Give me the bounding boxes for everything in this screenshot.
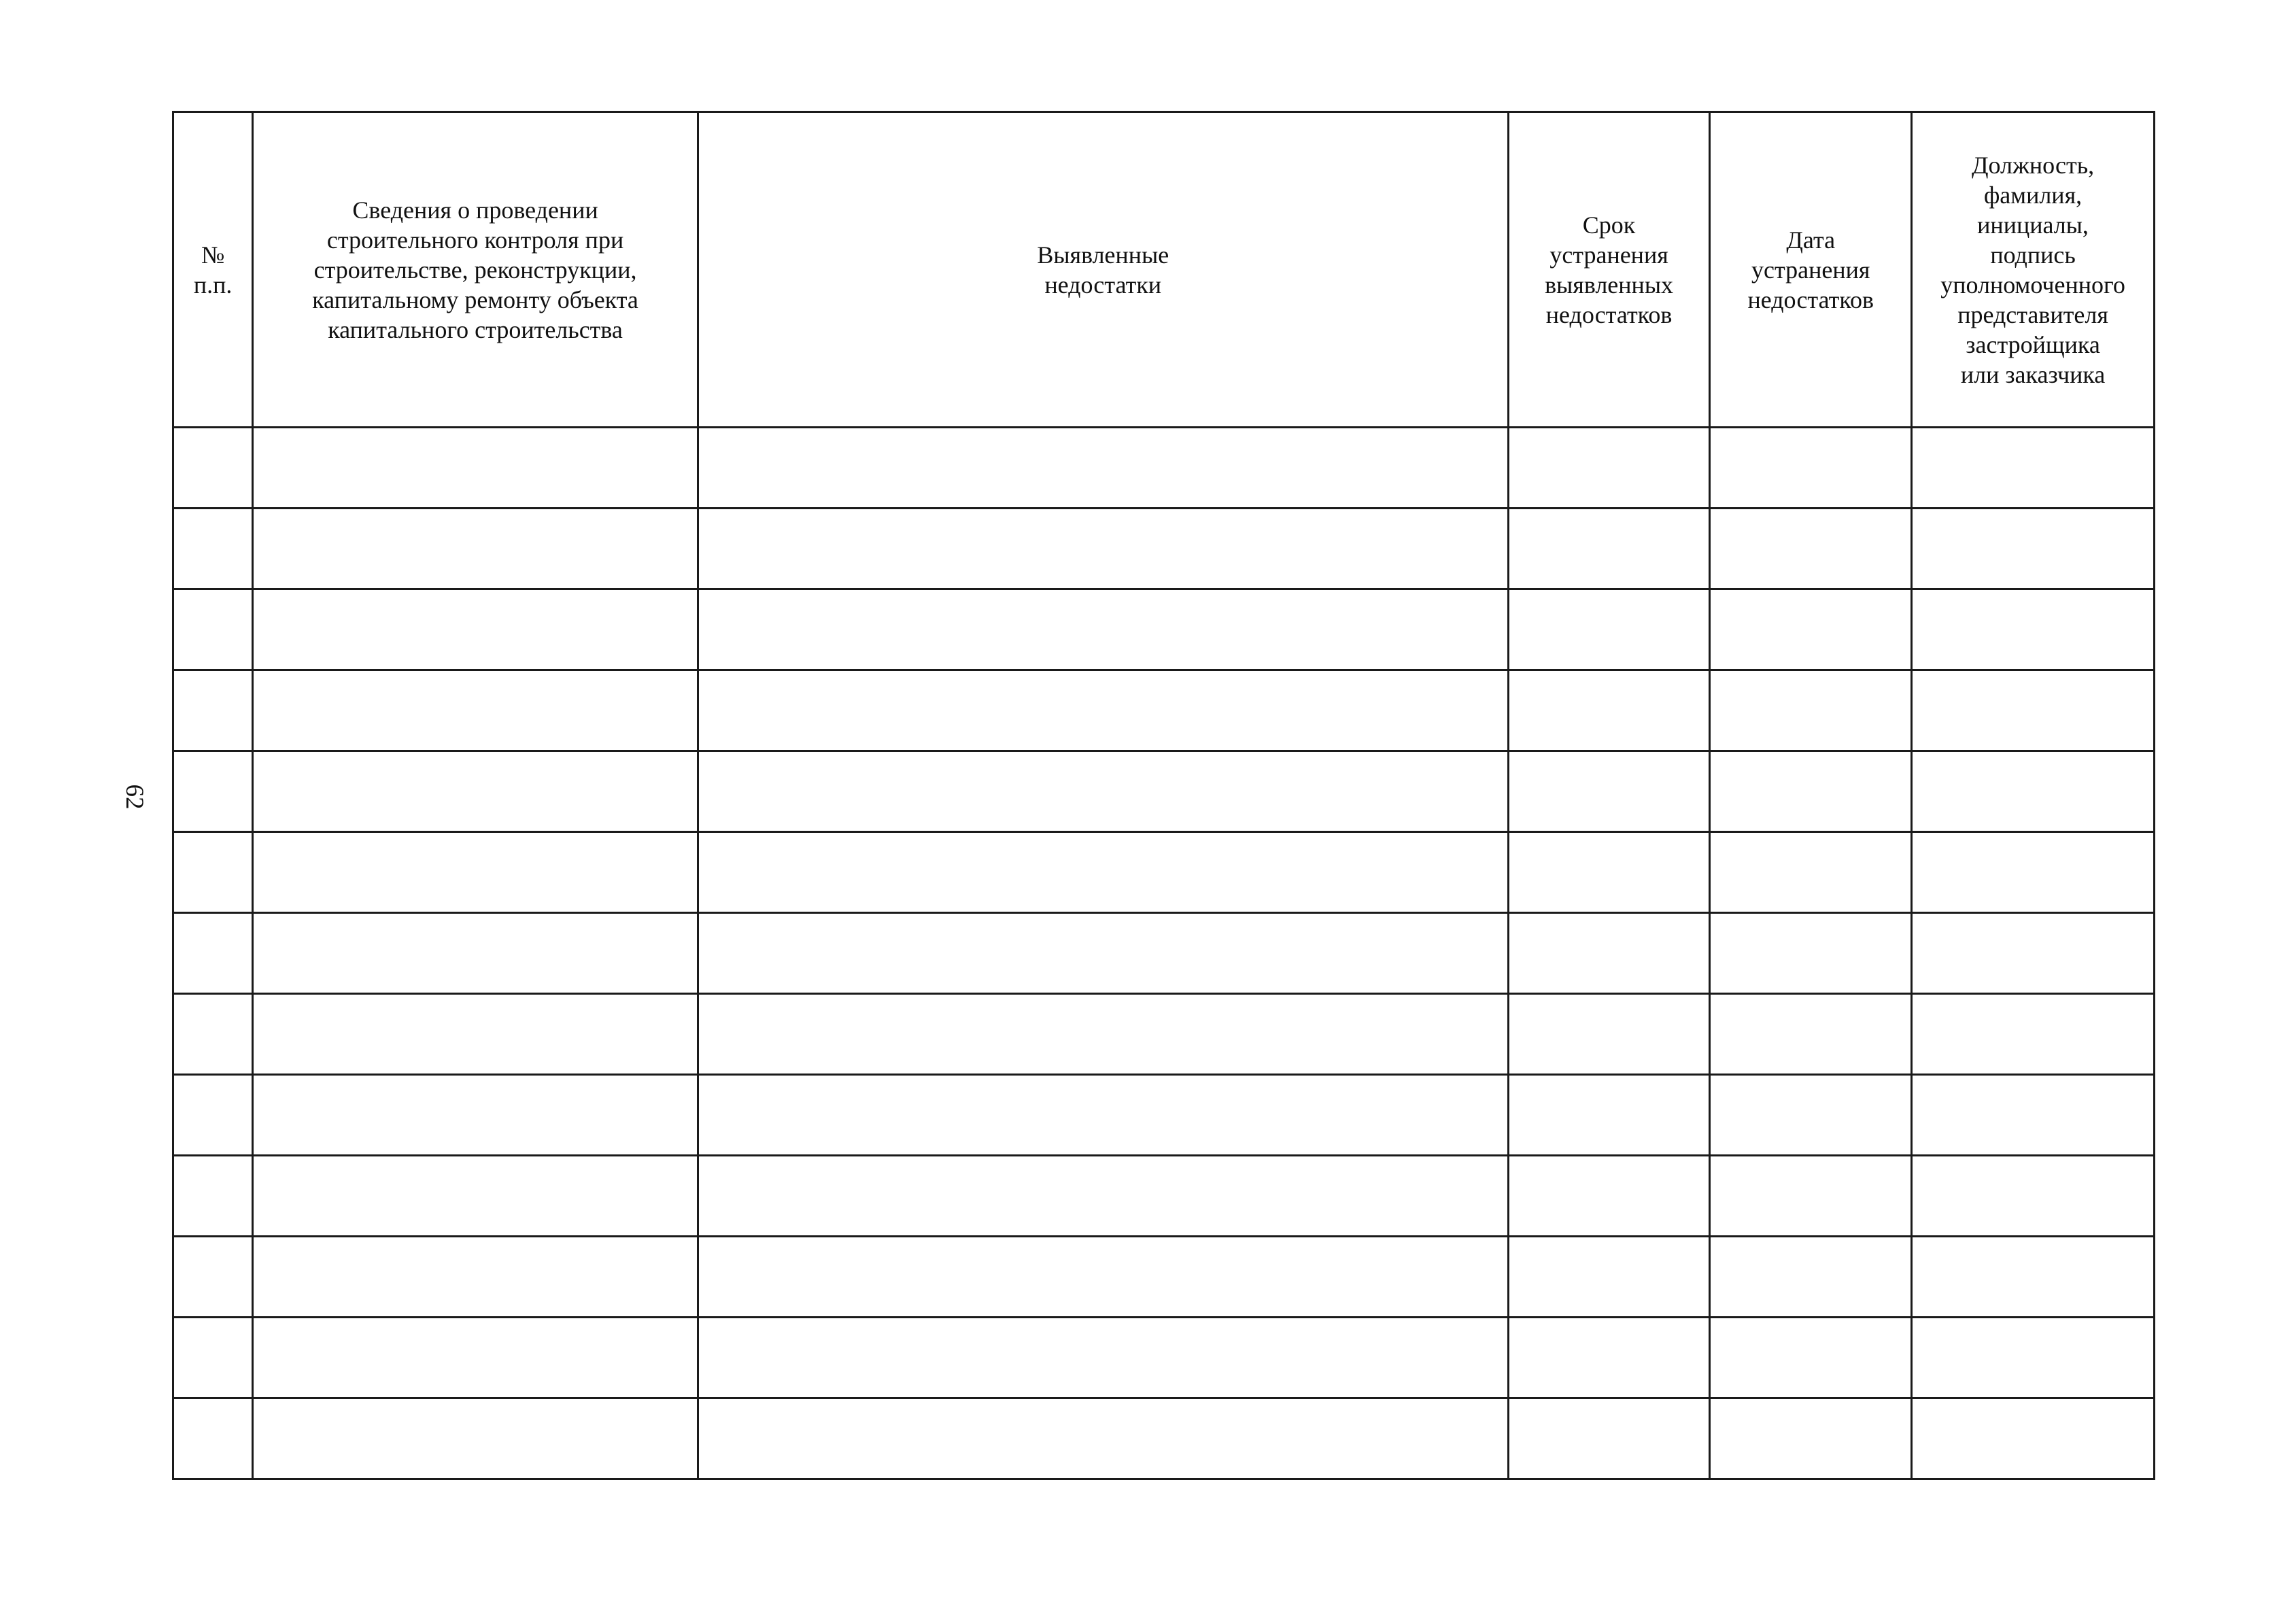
- cell-correction-date: [1710, 1075, 1912, 1156]
- inspection-register-table: [172, 111, 2155, 1480]
- cell-deficiencies: [698, 1075, 1508, 1156]
- cell-control-info: [253, 832, 698, 913]
- cell-signature: [1912, 751, 2155, 832]
- cell-item-number: [173, 913, 253, 994]
- cell-item-number: [173, 1398, 253, 1479]
- cell-control-info: [253, 670, 698, 751]
- cell-control-info: [253, 1318, 698, 1398]
- cell-deficiencies: [698, 1398, 1508, 1479]
- cell-deficiencies: [698, 994, 1508, 1075]
- cell-signature: [1912, 994, 2155, 1075]
- header-label: № п.п.: [193, 241, 233, 298]
- cell-deficiencies: [698, 589, 1508, 670]
- cell-signature: [1912, 589, 2155, 670]
- cell-correction-date: [1710, 751, 1912, 832]
- page-number: 62: [120, 784, 149, 810]
- table-row: [173, 1075, 2155, 1156]
- cell-deficiencies: [698, 751, 1508, 832]
- cell-signature: [1912, 832, 2155, 913]
- header-label: Выявленные недостатки: [1037, 241, 1169, 298]
- cell-item-number: [173, 589, 253, 670]
- table-row: [173, 1398, 2155, 1479]
- cell-deficiencies: [698, 1318, 1508, 1398]
- cell-correction-date: [1710, 428, 1912, 509]
- cell-deadline: [1508, 1075, 1710, 1156]
- cell-correction-date: [1710, 1398, 1912, 1479]
- cell-deadline: [1508, 1398, 1710, 1479]
- cell-deadline: [1508, 428, 1710, 509]
- header-identified-deficiencies: [698, 112, 1508, 428]
- header-correction-date: [1710, 112, 1912, 428]
- cell-correction-date: [1710, 994, 1912, 1075]
- cell-control-info: [253, 1156, 698, 1237]
- cell-deadline: [1508, 994, 1710, 1075]
- cell-correction-date: [1710, 589, 1912, 670]
- cell-deadline: [1508, 1237, 1710, 1318]
- cell-item-number: [173, 509, 253, 589]
- cell-deficiencies: [698, 428, 1508, 509]
- cell-control-info: [253, 509, 698, 589]
- cell-control-info: [253, 1075, 698, 1156]
- table-row: [173, 913, 2155, 994]
- table-row: [173, 751, 2155, 832]
- cell-item-number: [173, 1237, 253, 1318]
- cell-deficiencies: [698, 913, 1508, 994]
- cell-item-number: [173, 1318, 253, 1398]
- cell-signature: [1912, 1156, 2155, 1237]
- header-label: Дата устранения недостатков: [1747, 226, 1874, 313]
- header-label: Должность, фамилия, инициалы, подпись уполномоченного представителя застройщика или заказчика: [1940, 151, 2125, 388]
- cell-deadline: [1508, 1156, 1710, 1237]
- cell-correction-date: [1710, 1237, 1912, 1318]
- cell-control-info: [253, 913, 698, 994]
- cell-deficiencies: [698, 1156, 1508, 1237]
- cell-signature: [1912, 670, 2155, 751]
- cell-deficiencies: [698, 832, 1508, 913]
- cell-control-info: [253, 994, 698, 1075]
- cell-correction-date: [1710, 913, 1912, 994]
- header-label: Сведения о проведении строительного контроля при строительстве, реконструкции, капитальному ремонту объекта капитального строительства: [312, 196, 638, 343]
- cell-signature: [1912, 1075, 2155, 1156]
- cell-control-info: [253, 589, 698, 670]
- header-correction-deadline: [1508, 112, 1710, 428]
- cell-control-info: [253, 1398, 698, 1479]
- table-row: [173, 832, 2155, 913]
- cell-item-number: [173, 751, 253, 832]
- table-body: [173, 428, 2155, 1479]
- cell-correction-date: [1710, 509, 1912, 589]
- cell-item-number: [173, 994, 253, 1075]
- cell-deadline: [1508, 589, 1710, 670]
- header-representative-signature: [1912, 112, 2155, 428]
- cell-deficiencies: [698, 509, 1508, 589]
- cell-item-number: [173, 1075, 253, 1156]
- table-row: [173, 1156, 2155, 1237]
- header-construction-control-info: [253, 112, 698, 428]
- cell-correction-date: [1710, 1156, 1912, 1237]
- header-item-number: [173, 112, 253, 428]
- cell-signature: [1912, 1237, 2155, 1318]
- cell-item-number: [173, 428, 253, 509]
- table-row: [173, 1318, 2155, 1398]
- cell-deadline: [1508, 913, 1710, 994]
- cell-deadline: [1508, 832, 1710, 913]
- cell-item-number: [173, 832, 253, 913]
- cell-control-info: [253, 751, 698, 832]
- cell-signature: [1912, 1398, 2155, 1479]
- cell-control-info: [253, 428, 698, 509]
- cell-signature: [1912, 1318, 2155, 1398]
- cell-correction-date: [1710, 1318, 1912, 1398]
- cell-item-number: [173, 1156, 253, 1237]
- table-row: [173, 428, 2155, 509]
- header-label: Срок устранения выявленных недостатков: [1545, 211, 1674, 328]
- cell-deadline: [1508, 509, 1710, 589]
- table-row: [173, 994, 2155, 1075]
- cell-correction-date: [1710, 670, 1912, 751]
- cell-deficiencies: [698, 670, 1508, 751]
- cell-correction-date: [1710, 832, 1912, 913]
- cell-item-number: [173, 670, 253, 751]
- table-header-row: [173, 112, 2155, 428]
- cell-signature: [1912, 428, 2155, 509]
- cell-deadline: [1508, 1318, 1710, 1398]
- cell-signature: [1912, 509, 2155, 589]
- cell-deficiencies: [698, 1237, 1508, 1318]
- table-row: [173, 509, 2155, 589]
- cell-signature: [1912, 913, 2155, 994]
- cell-deadline: [1508, 670, 1710, 751]
- table-row: [173, 589, 2155, 670]
- cell-control-info: [253, 1237, 698, 1318]
- table-row: [173, 1237, 2155, 1318]
- table-row: [173, 670, 2155, 751]
- cell-deadline: [1508, 751, 1710, 832]
